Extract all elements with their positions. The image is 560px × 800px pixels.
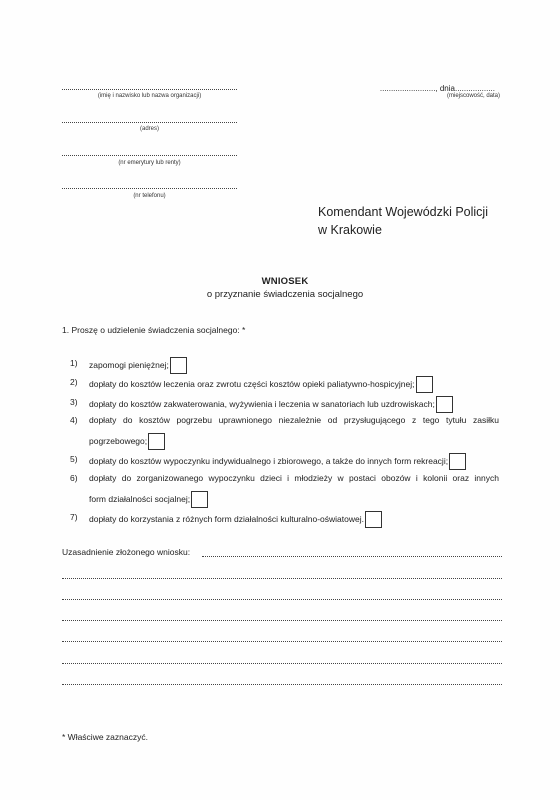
option-checkbox-1[interactable] [170,357,187,374]
option-number: 4) [70,415,78,425]
question-label: 1. Proszę o udzielenie świadczenia socjalnego: * [62,325,246,335]
justification-line[interactable] [62,663,502,664]
option-label: dopłaty do korzystania z różnych form działalności kulturalno-oświatowej. [89,513,364,524]
justification-line[interactable] [62,578,502,579]
address-field-line[interactable] [62,122,237,123]
recipient-line-1: Komendant Wojewódzki Policji [318,205,488,219]
justification-line[interactable] [62,599,502,600]
option-checkbox-4[interactable] [148,433,165,450]
document-title: WNIOSEK [261,276,309,287]
option-checkbox-7[interactable] [365,511,382,528]
name-field-line[interactable] [62,89,237,90]
justification-line[interactable] [62,620,502,621]
option-number: 6) [70,473,78,483]
name-field-caption: (imię i nazwisko lub nazwa organizacji) [97,93,202,99]
option-number: 3) [70,397,78,407]
option-number: 5) [70,454,78,464]
option-checkbox-5[interactable] [449,453,466,470]
option-checkbox-2[interactable] [416,376,433,393]
place-date-caption: (miejscowość, data) [446,93,500,99]
pension-number-field-caption: (nr emerytury lub renty) [118,160,181,166]
justification-line[interactable] [62,641,502,642]
option-checkbox-3[interactable] [436,396,453,413]
footnote: * Właściwe zaznaczyć. [62,732,148,742]
option-checkbox-6[interactable] [191,491,208,508]
justification-label: Uzasadnienie złożonego wniosku: [62,547,191,557]
option-label: dopłaty do kosztów leczenia oraz zwrotu części kosztów opieki paliatywno-hospicyjnej; [89,378,415,389]
phone-field-caption: (nr telefonu) [133,193,166,199]
justification-line[interactable] [62,684,502,685]
option-item-4 [70,414,500,448]
option-number: 7) [70,512,78,522]
option-label-line-1: dopłaty do zorganizowanego wypoczynku dzieci i młodzieży w postaci obozów i kolonii oraz innych [89,473,499,483]
address-field-caption: (adres) [139,126,159,132]
option-item-6 [70,472,500,506]
option-number: 2) [70,377,78,387]
recipient-line-2: w Krakowie [318,223,382,237]
place-date-field[interactable]: ........................., dnia.................. [379,84,495,93]
option-label: dopłaty do kosztów zakwaterowania, wyżywienia i leczenia w sanatoriach lub uzdrowiskach; [89,398,435,409]
option-number: 1) [70,358,78,368]
option-label: dopłaty do kosztów wypoczynku indywidualnego i zbiorowego, a także do innych form rekreacji; [89,455,449,466]
option-label-line-2: pogrzebowego; [89,435,148,446]
document-subtitle: o przyznanie świadczenia socjalnego [206,289,364,300]
option-label-line-1: dopłaty do kosztów pogrzebu uprawnionego niezależnie od przysługującego z tego tytułu zasiłku [89,415,499,425]
option-label-line-2: form działalności socjalnej; [89,493,191,504]
pension-number-field-line[interactable] [62,155,237,156]
phone-field-line[interactable] [62,188,237,189]
justification-line-first[interactable] [202,556,502,557]
option-label: zapomogi pieniężnej; [89,359,169,370]
recipient-block [318,203,488,239]
